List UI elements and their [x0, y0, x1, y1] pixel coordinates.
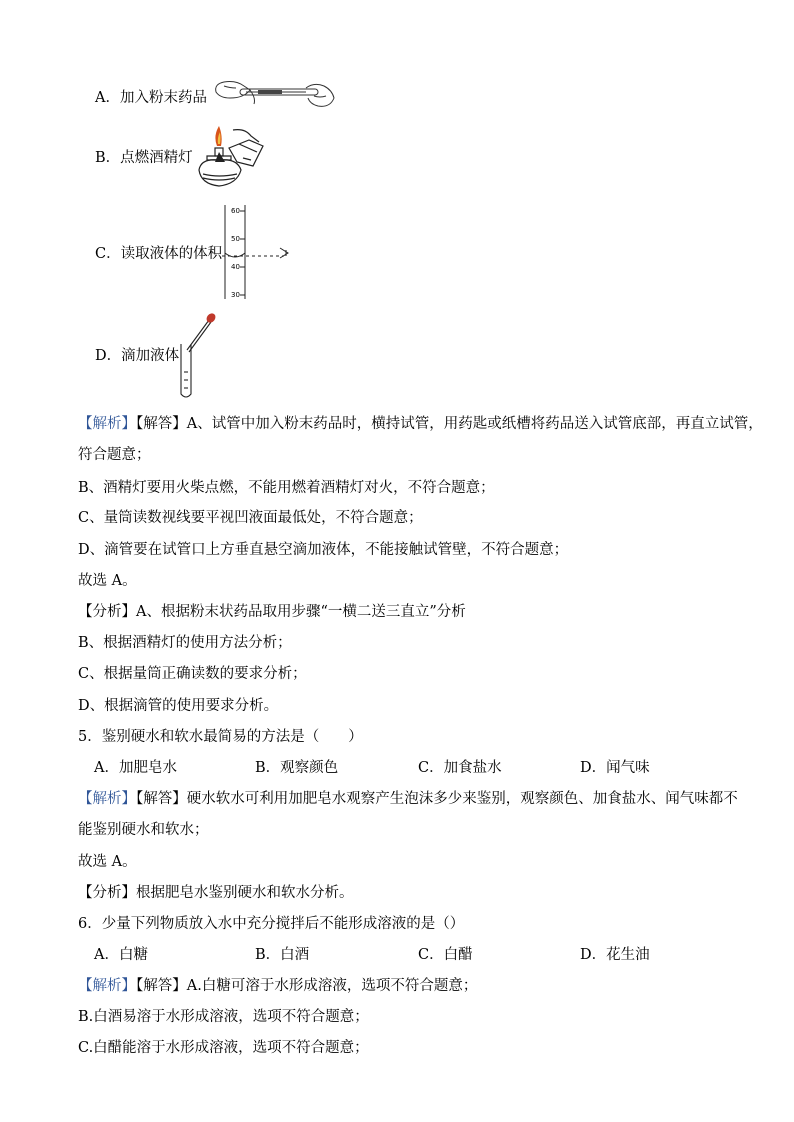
solution-tag: 【解析】 — [78, 978, 136, 994]
q4-solution-line-2: 符合题意； — [78, 447, 151, 463]
answer-tag: 【解答】 — [136, 416, 187, 432]
q4-analysis-line-4: D、根据滴管的使用要求分析。 — [78, 698, 279, 714]
q5-solution-line-1 — [78, 789, 738, 809]
tick-label-60: 60 — [231, 207, 240, 215]
q4-analysis-line-3: C、根据量筒正确读数的要求分析； — [78, 666, 307, 682]
option-c-label: C．读取液体的体积 — [95, 246, 223, 262]
dropper-tube-illustration — [175, 308, 223, 402]
q5-answer-line: 故选 A。 — [78, 854, 137, 870]
answer-tag: 【解答】 — [136, 791, 187, 807]
q6-option-c: C．白醋 — [418, 947, 473, 963]
q5-analysis: 【分析】根据肥皂水鉴别硬水和软水分析。 — [78, 885, 354, 901]
q4-solution-line-5: D、滴管要在试管口上方垂直悬空滴加液体，不能接触试管壁，不符合题意； — [78, 542, 569, 558]
q6-option-a: A．白糖 — [94, 947, 148, 963]
q5-solution-text: 硬水软水可利用加肥皂水观察产生泡沫多少来鉴别，观察颜色、加食盐水、闻气味都不 — [186, 791, 738, 807]
tick-label-30: 30 — [231, 291, 240, 299]
q4-solution-line-4: C、量筒读数视线要平视凹液面最低处，不符合题意； — [78, 510, 423, 526]
answer-tag: 【解答】 — [136, 978, 187, 994]
option-b-label: B．点燃酒精灯 — [95, 150, 193, 166]
q4-solution-line-1 — [78, 414, 763, 434]
q4-answer-line: 故选 A。 — [78, 573, 137, 589]
option-d-label: D．滴加液体 — [95, 348, 180, 364]
powder-addition-illustration — [210, 76, 335, 114]
q5-solution-line-2: 能鉴别硬水和软水； — [78, 822, 209, 838]
q6-solution-line-2: B.白酒易溶于水形成溶液，选项不符合题意； — [78, 1009, 369, 1025]
q6-solution-line-3: C.白醋能溶于水形成溶液，选项不符合题意； — [78, 1040, 369, 1056]
q6-option-d: D．花生油 — [580, 947, 650, 963]
q5-stem: 5．鉴别硬水和软水最简易的方法是（ ） — [78, 729, 363, 745]
q5-option-a: A．加肥皂水 — [94, 760, 177, 776]
alcohol-lamp-illustration — [193, 122, 273, 194]
q6-stem: 6．少量下列物质放入水中充分搅拌后不能形成溶液的是（） — [78, 916, 465, 932]
tick-label-40: 40 — [231, 263, 240, 271]
option-a-label: A．加入粉末药品 — [95, 90, 207, 106]
q6-solution-text: A.白糖可溶于水形成溶液，选项不符合题意； — [186, 978, 478, 994]
q5-option-d: D．闻气味 — [580, 760, 650, 776]
q6-solution-line-1 — [78, 976, 477, 996]
q6-option-b: B．白酒 — [255, 947, 310, 963]
q4-analysis-line-1: 【分析】A、根据粉末状药品取用步骤“一横二送三直立”分析 — [78, 604, 466, 620]
q5-option-b: B．观察颜色 — [255, 760, 339, 776]
q4-solution-text: A、试管中加入粉末药品时，横持试管，用药匙或纸槽将药品送入试管底部，再直立试管， — [186, 416, 763, 432]
solution-tag: 【解析】 — [78, 791, 136, 807]
q4-solution-line-3: B、酒精灯要用火柴点燃，不能用燃着酒精灯对火，不符合题意； — [78, 480, 495, 496]
graduated-cylinder-illustration — [222, 203, 302, 301]
solution-tag: 【解析】 — [78, 416, 136, 432]
q4-analysis-line-2: B、根据酒精灯的使用方法分析； — [78, 635, 292, 651]
q5-option-c: C．加食盐水 — [418, 760, 502, 776]
tick-label-50: 50 — [231, 235, 240, 243]
